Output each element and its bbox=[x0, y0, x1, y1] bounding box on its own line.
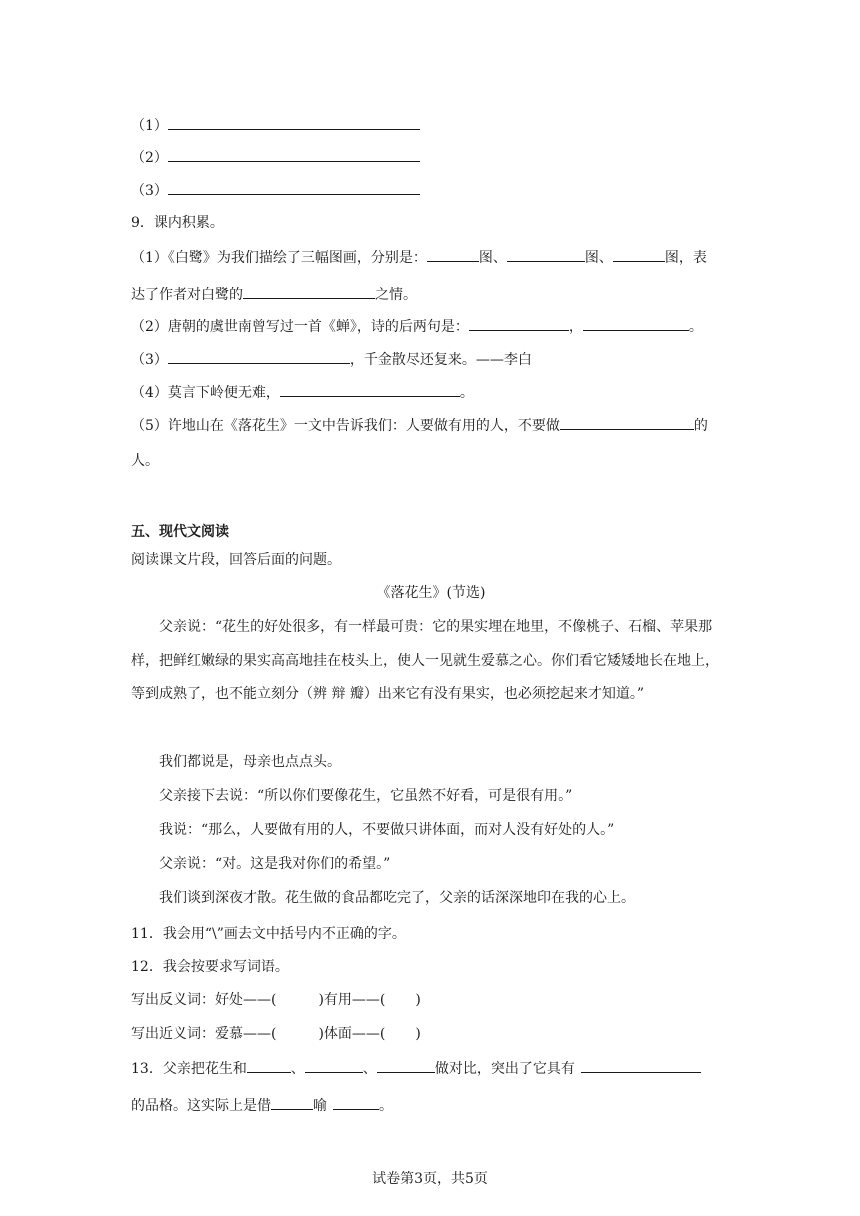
text: 图，表 bbox=[664, 250, 707, 266]
text: 之情。 bbox=[375, 287, 417, 303]
answer-blank[interactable] bbox=[168, 114, 420, 130]
question-9-part-1-cont bbox=[131, 283, 417, 305]
answer-line-2 bbox=[131, 146, 420, 168]
passage-paragraph-4: 我说：“那么，人要做有用的人，不要做只讲体面，而对人没有好处的人。” bbox=[159, 822, 615, 838]
question-9-part-5 bbox=[131, 414, 708, 436]
text: 做对比，突出了它具有 bbox=[434, 1061, 575, 1077]
text: 的 bbox=[693, 418, 708, 434]
answer-blank[interactable] bbox=[427, 246, 479, 262]
answer-blank[interactable] bbox=[583, 315, 689, 331]
question-12-synonyms bbox=[131, 1024, 421, 1044]
answer-line-label: （1） bbox=[131, 118, 168, 134]
text: ) bbox=[415, 1026, 421, 1042]
text: （1）《白鹭》为我们描绘了三幅图画，分别是： bbox=[131, 250, 427, 266]
text: 、 bbox=[362, 1061, 377, 1077]
section-intro: 阅读课文片段，回答后面的问题。 bbox=[131, 552, 341, 568]
passage-paragraph-3: 父亲接下去说：“所以你们要像花生，它虽然不好看，可是很有用。” bbox=[159, 788, 573, 804]
text: 达了作者对白鹭的 bbox=[131, 287, 243, 303]
passage-paragraph-5: 父亲说：“对。这是我对你们的希望。” bbox=[159, 856, 391, 872]
answer-blank[interactable] bbox=[243, 283, 375, 299]
answer-line-3 bbox=[131, 179, 420, 201]
text: 图、 bbox=[478, 250, 507, 266]
question-9-title: 9．课内积累。 bbox=[131, 215, 224, 231]
question-9-part-4 bbox=[131, 381, 474, 403]
answer-line-label: （2） bbox=[131, 150, 168, 166]
answer-blank[interactable] bbox=[333, 1094, 379, 1110]
page-footer: 试卷第3页，共5页 bbox=[372, 1171, 488, 1187]
question-9-part-3 bbox=[131, 348, 532, 370]
question-13-cont: 的品格。这实际上是借 喻 。 bbox=[131, 1094, 393, 1116]
text: 写出反义词：好处——( bbox=[131, 992, 277, 1008]
question-13 bbox=[131, 1057, 701, 1079]
text: 写出近义词：爱慕——( bbox=[131, 1026, 277, 1042]
answer-blank[interactable] bbox=[271, 1094, 313, 1110]
answer-blank[interactable] bbox=[377, 1057, 435, 1073]
text: ，千金散尽还复来。——李白 bbox=[349, 352, 532, 368]
text: )有用——( bbox=[318, 992, 386, 1008]
answer-blank[interactable] bbox=[168, 348, 350, 364]
text: )体面——( bbox=[318, 1026, 386, 1042]
question-12-title: 12．我会按要求写词语。 bbox=[131, 959, 289, 975]
question-12-antonyms bbox=[131, 990, 421, 1010]
answer-line-1 bbox=[131, 114, 420, 136]
text: ) bbox=[415, 992, 421, 1008]
answer-blank[interactable] bbox=[581, 1057, 701, 1073]
text: 的品格。这实际上是借 bbox=[131, 1098, 271, 1114]
answer-blank[interactable] bbox=[168, 146, 420, 162]
answer-blank[interactable] bbox=[247, 1057, 291, 1073]
question-9-part-2 bbox=[131, 315, 703, 337]
passage-paragraph-6: 我们谈到深夜才散。花生做的食品都吃完了，父亲的话深深地印在我的心上。 bbox=[159, 890, 635, 906]
question-11: 11．我会用“\”画去文中括号内不正确的字。 bbox=[131, 926, 406, 942]
answer-blank[interactable] bbox=[560, 414, 694, 430]
text: 。 bbox=[688, 319, 703, 335]
answer-blank[interactable] bbox=[280, 381, 460, 397]
text: 。 bbox=[459, 385, 474, 401]
text: 喻 bbox=[313, 1098, 327, 1114]
text: ， bbox=[568, 319, 583, 335]
passage-paragraph-1: 父亲说：“花生的好处很多，有一样最可贵：它的果实埋在地里，不像桃子、石榴、苹果那样，把鲜红嫩绿的果实高高地挂在枝头上，使人一见就生爱慕之心。你们看它矮矮地长在地上，等到成熟了，也不能立刻分（辨 辩 瓣）出来它有没有果实，也必须挖起来才知道。” bbox=[131, 619, 719, 702]
question-9-part-5-cont: 人。 bbox=[131, 453, 159, 469]
answer-blank[interactable] bbox=[613, 246, 665, 262]
answer-line-label: （3） bbox=[131, 183, 168, 199]
answer-blank[interactable] bbox=[305, 1057, 363, 1073]
passage-paragraph-2: 我们都说是，母亲也点点头。 bbox=[159, 754, 341, 770]
section-heading: 五、现代文阅读 bbox=[131, 524, 229, 540]
passage-title: 《落花生》(节选) bbox=[376, 585, 486, 601]
answer-blank[interactable] bbox=[168, 179, 420, 195]
answer-blank[interactable] bbox=[507, 246, 585, 262]
question-9-part-1 bbox=[131, 246, 707, 268]
text: （3） bbox=[131, 352, 168, 368]
text: 图、 bbox=[584, 250, 613, 266]
text: （4）莫言下岭便无难， bbox=[131, 385, 280, 401]
text: 、 bbox=[290, 1061, 305, 1077]
answer-blank[interactable] bbox=[469, 315, 569, 331]
text: 13．父亲把花生和 bbox=[131, 1061, 247, 1077]
text: （5）许地山在《落花生》一文中告诉我们：人要做有用的人，不要做 bbox=[131, 418, 560, 434]
text: （2）唐朝的虞世南曾写过一首《蝉》，诗的后两句是： bbox=[131, 319, 469, 335]
